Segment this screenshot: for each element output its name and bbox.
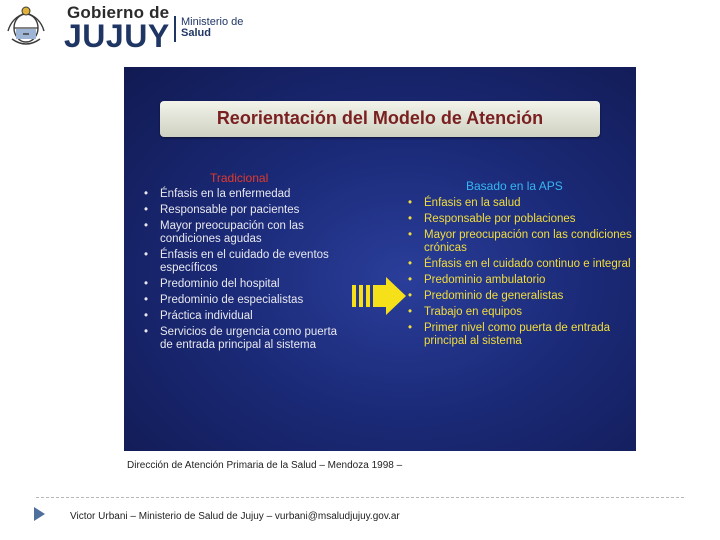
bullet: •: [408, 197, 413, 209]
bullet: •: [144, 326, 149, 338]
left-list-item: • Énfasis en la enfermedad: [144, 188, 291, 200]
right-list-item: • Mayor preocupación con las condiciones crónicas: [408, 229, 632, 254]
bullet: •: [408, 258, 413, 270]
footer-divider: [36, 497, 684, 498]
right-list-item: • Énfasis en el cuidado continuo e integral: [408, 258, 631, 270]
bullet: •: [408, 322, 413, 334]
logo-jujuy-text: JUJUY: [64, 18, 170, 54]
right-list-item: • Responsable por poblaciones: [408, 213, 576, 225]
right-list-item: • Trabajo en equipos: [408, 306, 523, 318]
bullet: •: [144, 310, 149, 322]
left-column-heading: Tradicional: [210, 171, 269, 185]
arrow-right-icon: [352, 277, 406, 315]
logo-ministerio-line1: Ministerio de: [181, 16, 244, 28]
coat-of-arms-icon: [4, 3, 48, 49]
left-list-item: • Predominio de especialistas: [144, 294, 304, 306]
bullet: •: [408, 213, 413, 225]
left-list-item: • Predominio del hospital: [144, 278, 280, 290]
left-list-item: • Mayor preocupación con las condiciones agudas: [144, 220, 304, 245]
slide-caption: Dirección de Atención Primaria de la Salud – Mendoza 1998 –: [127, 460, 403, 471]
right-column-heading: Basado en la APS: [466, 179, 563, 193]
bullet: •: [144, 204, 149, 216]
logo-ministerio-line2: Salud: [181, 27, 211, 39]
logo-gobierno-text: Gobierno de: [67, 3, 170, 22]
bullet: •: [144, 249, 149, 261]
bullet: •: [408, 290, 413, 302]
right-list-item: • Predominio de generalistas: [408, 290, 564, 302]
left-list-item: • Práctica individual: [144, 310, 253, 322]
right-list-item: • Predominio ambulatorio: [408, 274, 546, 286]
bullet: •: [144, 220, 149, 232]
slide-title-bar: [160, 101, 600, 137]
bullet: •: [144, 188, 149, 200]
logo-ministerio-text: [181, 17, 243, 39]
footer-text: Victor Urbani – Ministerio de Salud de Jujuy – vurbani@msaludjujuy.gov.ar: [70, 511, 400, 522]
bullet: •: [408, 229, 413, 241]
bullet: •: [144, 294, 149, 306]
bullet: •: [408, 274, 413, 286]
triangle-bullet-icon: [34, 507, 45, 521]
bullet: •: [408, 306, 413, 318]
left-column-list: [144, 188, 344, 355]
right-column-list: [408, 197, 632, 351]
slide-image: [124, 67, 636, 451]
slide-title: Reorientación del Modelo de Atención: [216, 108, 544, 128]
left-list-item: • Servicios de urgencia como puerta de entrada principal al sistema: [144, 326, 338, 351]
left-list-item: • Énfasis en el cuidado de eventos específicos: [144, 249, 329, 274]
left-list-item: • Responsable por pacientes: [144, 204, 300, 216]
right-list-item: • Énfasis en la salud: [408, 197, 521, 209]
logo-divider: [174, 16, 176, 42]
right-list-item: • Primer nivel como puerta de entrada principal al sistema: [408, 322, 611, 347]
bullet: •: [144, 278, 149, 290]
